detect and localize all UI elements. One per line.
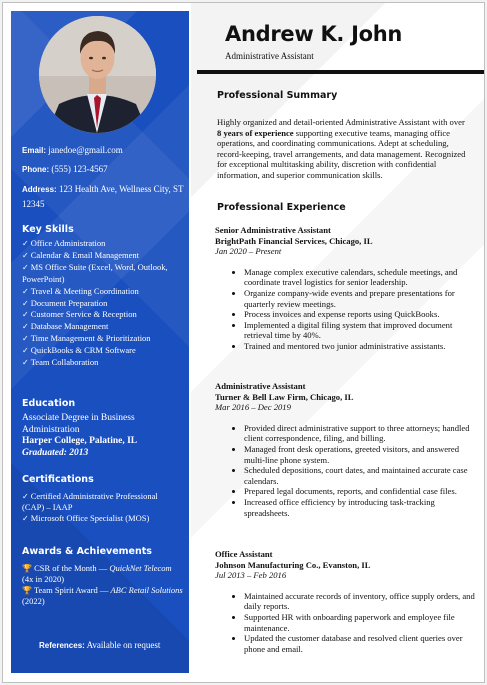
checkmark-icon: ✓ <box>22 239 29 248</box>
job-company: BrightPath Financial Services, Chicago, IL <box>215 235 373 246</box>
job-title: Senior Administrative Assistant <box>215 225 331 235</box>
job-bullet: • Trained and mentored two junior administrative assistants. <box>244 341 477 352</box>
job-bullets <box>215 423 477 518</box>
summary-heading: Professional Summary <box>217 90 338 101</box>
certifications-list <box>22 491 182 524</box>
skill-item <box>22 250 182 262</box>
phone-value: (555) 123-4567 <box>51 164 108 174</box>
award-note: (4x in 2020) <box>22 574 65 584</box>
job-bullets <box>215 267 477 352</box>
job-bullet: • Implemented a digital filing system that improved document retrieval time by 40%. <box>244 320 477 341</box>
job-bullets <box>215 591 477 655</box>
certification-label: Microsoft Office Specialist (MOS) <box>30 513 150 523</box>
summary-text: Highly organized and detail-oriented Administrative Assistant with over 8 years of experience supporting executive teams, managing office operations, and coordinating communications. Adept at scheduling, record-keeping, travel arrangements, and data management. Recognized for exceptional multitasking ability, discretion with confidential information, and superior communication skills. <box>217 117 466 180</box>
job-entry <box>215 225 477 352</box>
job-bullet: • Prepared legal documents, reports, and confidential case files. <box>244 486 477 497</box>
award-org: ABC Retail Solutions <box>110 585 183 595</box>
awards-heading: Awards & Achievements <box>22 546 152 557</box>
job-bullet: • Updated the customer database and resolved client queries over phone and email. <box>244 633 477 654</box>
job-bullet: • Maintained accurate records of inventory, office supply orders, and daily reports. <box>244 591 477 612</box>
certification-item <box>22 513 182 524</box>
award-org: QuickNet Telecom <box>109 563 172 573</box>
checkmark-icon: ✓ <box>22 286 29 296</box>
checkmark-icon: ✓ <box>22 358 29 368</box>
award-title: CSR of the Month — <box>31 563 110 573</box>
skill-label: Time Management & Prioritization <box>30 333 151 344</box>
certification-label: Certified Administrative Professional (CAP) – IAAP <box>22 491 158 512</box>
skill-item <box>22 321 182 333</box>
education-details <box>22 413 182 459</box>
skill-item <box>22 298 182 310</box>
job-bullet: • Supported HR with onboarding paperwork and employee file maintenance. <box>244 612 477 633</box>
profile-photo <box>39 16 156 133</box>
experience-heading: Professional Experience <box>217 202 346 213</box>
skills-heading: Key Skills <box>22 224 74 235</box>
job-dates: Mar 2016 – Dec 2019 <box>215 402 291 413</box>
skill-item <box>22 333 182 345</box>
contact-email: Email: janedoe@gmail.com <box>22 145 123 155</box>
school: Harper College, Palatine, IL <box>22 436 138 446</box>
job-bullet: • Manage complex executive calendars, schedule meetings, and coordinate travel logistics for senior leadership. <box>244 267 477 288</box>
skill-item <box>22 309 182 321</box>
header-divider <box>197 70 484 74</box>
checkmark-icon: ✓ <box>22 346 29 356</box>
checkmark-icon: ✓ <box>22 322 29 332</box>
checkmark-icon: ✓ <box>22 310 29 320</box>
award-note: (2022) <box>22 596 45 606</box>
skill-item <box>22 357 182 369</box>
graduation: Graduated: 2013 <box>22 447 89 458</box>
job-entry <box>215 549 477 654</box>
portrait-image <box>39 16 156 133</box>
address-value: 123 Health Ave, Wellness City, ST 12345 <box>22 184 184 209</box>
resume-page <box>2 2 485 683</box>
job-bullet: • Increased office efficiency by introducing task-tracking spreadsheets. <box>244 497 477 518</box>
award-item <box>22 563 184 585</box>
references: References: Available on request <box>39 640 161 650</box>
checkmark-icon: ✓ <box>22 514 29 523</box>
degree: Associate Degree in Business Administration <box>22 413 135 435</box>
job-dates: Jul 2013 – Feb 2016 <box>215 570 287 581</box>
awards-list <box>22 563 184 607</box>
checkmark-icon: ✓ <box>22 262 29 272</box>
skill-label: Customer Service & Reception <box>30 309 137 320</box>
candidate-title: Administrative Assistant <box>225 51 314 61</box>
award-title: Team Spirit Award — <box>31 585 111 595</box>
skill-item <box>22 262 182 286</box>
job-dates: Jan 2020 – Present <box>215 246 282 257</box>
skill-label: Database Management <box>30 321 109 332</box>
checkmark-icon: ✓ <box>22 250 29 260</box>
skill-label: MS Office Suite (Excel, Word, Outlook, PowerPoint) <box>22 261 168 284</box>
job-bullet: • Scheduled depositions, court dates, and maintained accurate case calendars. <box>244 465 477 486</box>
job-bullet: • Provided direct administrative support to three attorneys; handled client correspondence, filing, and billing. <box>244 423 477 444</box>
sidebar <box>11 11 189 673</box>
skill-label: Team Collaboration <box>30 357 99 368</box>
skill-item <box>22 345 182 357</box>
certification-item <box>22 491 182 513</box>
checkmark-icon: ✓ <box>22 334 29 344</box>
job-company: Johnson Manufacturing Co., Evanston, IL <box>215 559 371 570</box>
certifications-heading: Certifications <box>22 474 94 485</box>
skills-list <box>22 238 182 369</box>
job-company: Turner & Bell Law Firm, Chicago, IL <box>215 391 354 402</box>
job-title: Administrative Assistant <box>215 381 306 391</box>
job-entry <box>215 381 477 518</box>
skill-item <box>22 238 182 250</box>
trophy-icon: 🏆 <box>22 564 32 573</box>
contact-address: Address: 123 Health Ave, Wellness City, ST 12345 <box>22 184 184 209</box>
job-bullet: • Process invoices and expense reports using QuickBooks. <box>244 309 477 320</box>
job-bullet: • Organize company-wide events and prepare presentations for quarterly review meetings. <box>244 288 477 309</box>
email-value[interactable]: janedoe@gmail.com <box>48 145 123 155</box>
candidate-name: Andrew K. John <box>225 22 403 46</box>
skill-item <box>22 286 182 298</box>
job-bullet: • Managed front desk operations, greeted visitors, and answered multi-line phone system. <box>244 444 477 465</box>
skill-label: Office Administration <box>30 238 106 248</box>
trophy-icon: 🏆 <box>22 586 32 595</box>
checkmark-icon: ✓ <box>22 298 29 308</box>
job-title: Office Assistant <box>215 549 273 559</box>
checkmark-icon: ✓ <box>22 492 29 501</box>
award-item <box>22 585 184 607</box>
education-heading: Education <box>22 398 76 409</box>
skill-label: QuickBooks & CRM Software <box>30 345 136 356</box>
skill-label: Travel & Meeting Coordination <box>30 285 139 296</box>
skill-label: Document Preparation <box>30 297 108 308</box>
contact-phone: Phone: (555) 123-4567 <box>22 164 108 174</box>
skill-label: Calendar & Email Management <box>30 249 140 260</box>
